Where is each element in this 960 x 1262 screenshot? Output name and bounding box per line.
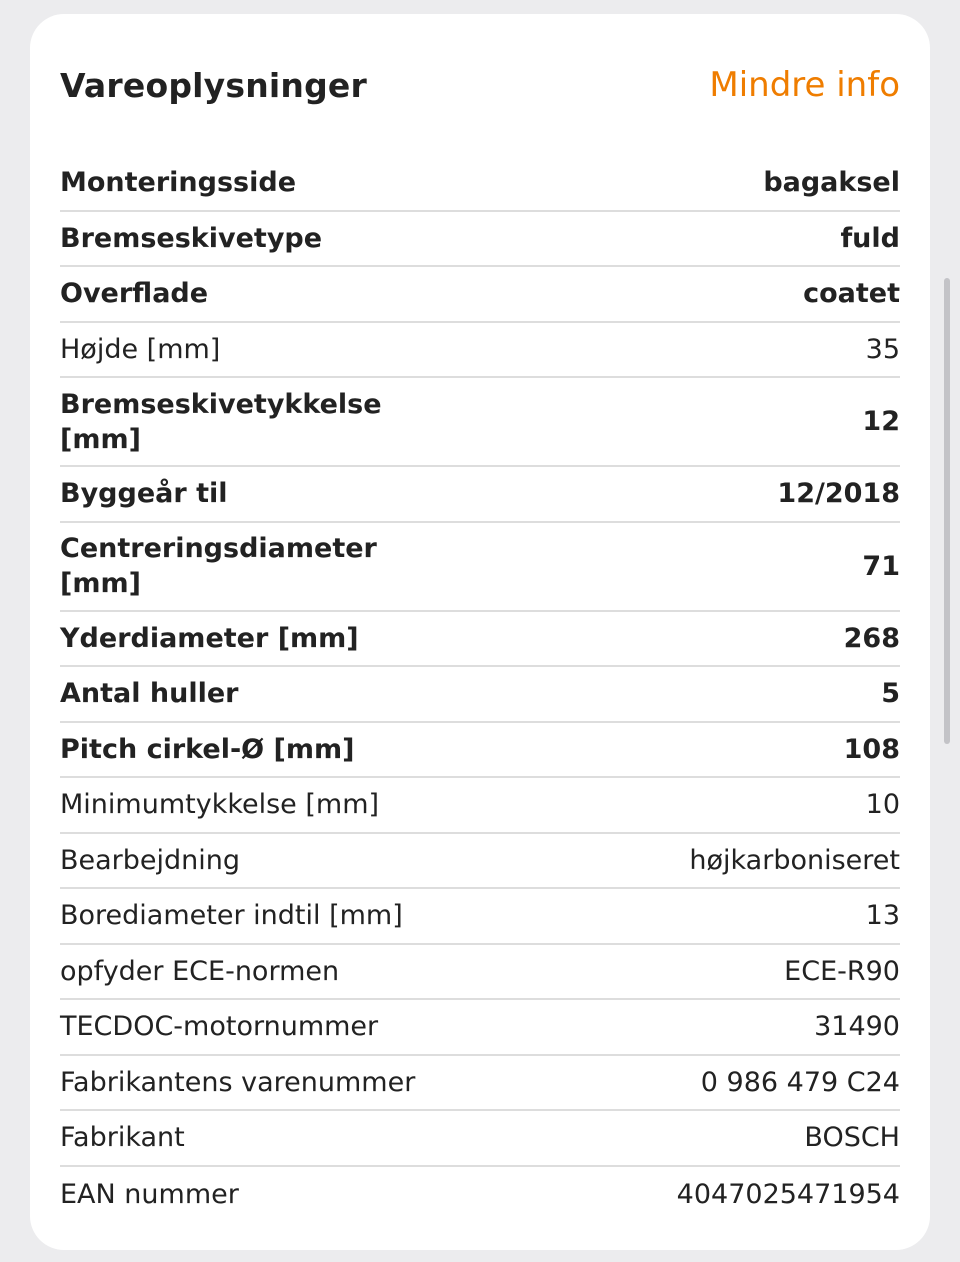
spec-label: Bremseskivetype — [60, 222, 323, 254]
spec-row-pitch-cirkel — [60, 723, 900, 779]
spec-row-ean-nummer — [60, 1167, 900, 1223]
vertical-scrollbar[interactable] — [944, 278, 950, 744]
spec-value: 71 — [862, 550, 900, 582]
spec-value: 108 — [843, 733, 900, 765]
spec-label: opfyder ECE-normen — [60, 955, 340, 987]
spec-label: Centreringsdiameter [mm] — [60, 533, 377, 599]
spec-value: 13 — [865, 900, 900, 932]
spec-value: 4047025471954 — [676, 1178, 900, 1210]
card-header — [60, 14, 900, 156]
spec-label: TECDOC-motornummer — [60, 1011, 379, 1043]
spec-label: Overflade — [60, 278, 209, 310]
spec-label: Pitch cirkel-Ø [mm] — [60, 733, 355, 765]
spec-label: Antal huller — [60, 678, 239, 710]
spec-value: 268 — [843, 622, 900, 654]
spec-row-bremseskivetype — [60, 212, 900, 268]
spec-label: Fabrikantens varenummer — [60, 1066, 416, 1098]
spec-row-fabrikantens-varenummer — [60, 1056, 900, 1112]
spec-label: Monteringsside — [60, 167, 297, 199]
spec-row-yderdiameter — [60, 612, 900, 668]
spec-row-hoejde — [60, 323, 900, 379]
spec-row-ece-normen — [60, 945, 900, 1001]
spec-table — [60, 156, 900, 1222]
spec-row-minimumtykkelse — [60, 778, 900, 834]
spec-label: Bearbejdning — [60, 844, 241, 876]
spec-label: Yderdiameter [mm] — [60, 622, 359, 654]
section-title: Vareoplysninger — [60, 65, 367, 105]
spec-label: Byggeår til — [60, 478, 228, 510]
spec-value: 0 986 479 C24 — [700, 1066, 900, 1098]
spec-row-bremseskivetykkelse — [60, 378, 900, 467]
spec-value: 31490 — [814, 1011, 900, 1043]
spec-label: Fabrikant — [60, 1122, 185, 1154]
spec-label: Borediameter indtil [mm] — [60, 900, 403, 932]
spec-value: 35 — [865, 333, 900, 365]
spec-value: 12/2018 — [777, 478, 900, 510]
spec-value: 5 — [881, 678, 900, 710]
spec-label: Bremseskivetykkelse [mm] — [60, 388, 382, 455]
spec-row-centreringsdiameter — [60, 523, 900, 612]
spec-value: bagaksel — [763, 167, 900, 199]
spec-value: fuld — [840, 222, 900, 254]
spec-row-borediameter — [60, 889, 900, 945]
spec-value: 10 — [865, 789, 900, 821]
spec-row-monteringsside — [60, 156, 900, 212]
spec-value: coatet — [803, 278, 900, 310]
less-info-toggle[interactable]: Mindre info — [709, 65, 900, 105]
spec-label: Højde [mm] — [60, 333, 221, 365]
spec-label: EAN nummer — [60, 1178, 239, 1210]
spec-value: højkarboniseret — [689, 844, 900, 876]
product-info-card — [30, 14, 930, 1250]
spec-row-antal-huller — [60, 667, 900, 723]
spec-row-overflade — [60, 267, 900, 323]
spec-label: Minimumtykkelse [mm] — [60, 789, 380, 821]
spec-value: 12 — [862, 406, 900, 437]
spec-row-bearbejdning — [60, 834, 900, 890]
spec-value: BOSCH — [804, 1122, 900, 1154]
spec-row-fabrikant — [60, 1111, 900, 1167]
spec-row-byggeaar-til — [60, 467, 900, 523]
spec-row-tecdoc-motornummer — [60, 1000, 900, 1056]
spec-value: ECE-R90 — [784, 955, 900, 987]
